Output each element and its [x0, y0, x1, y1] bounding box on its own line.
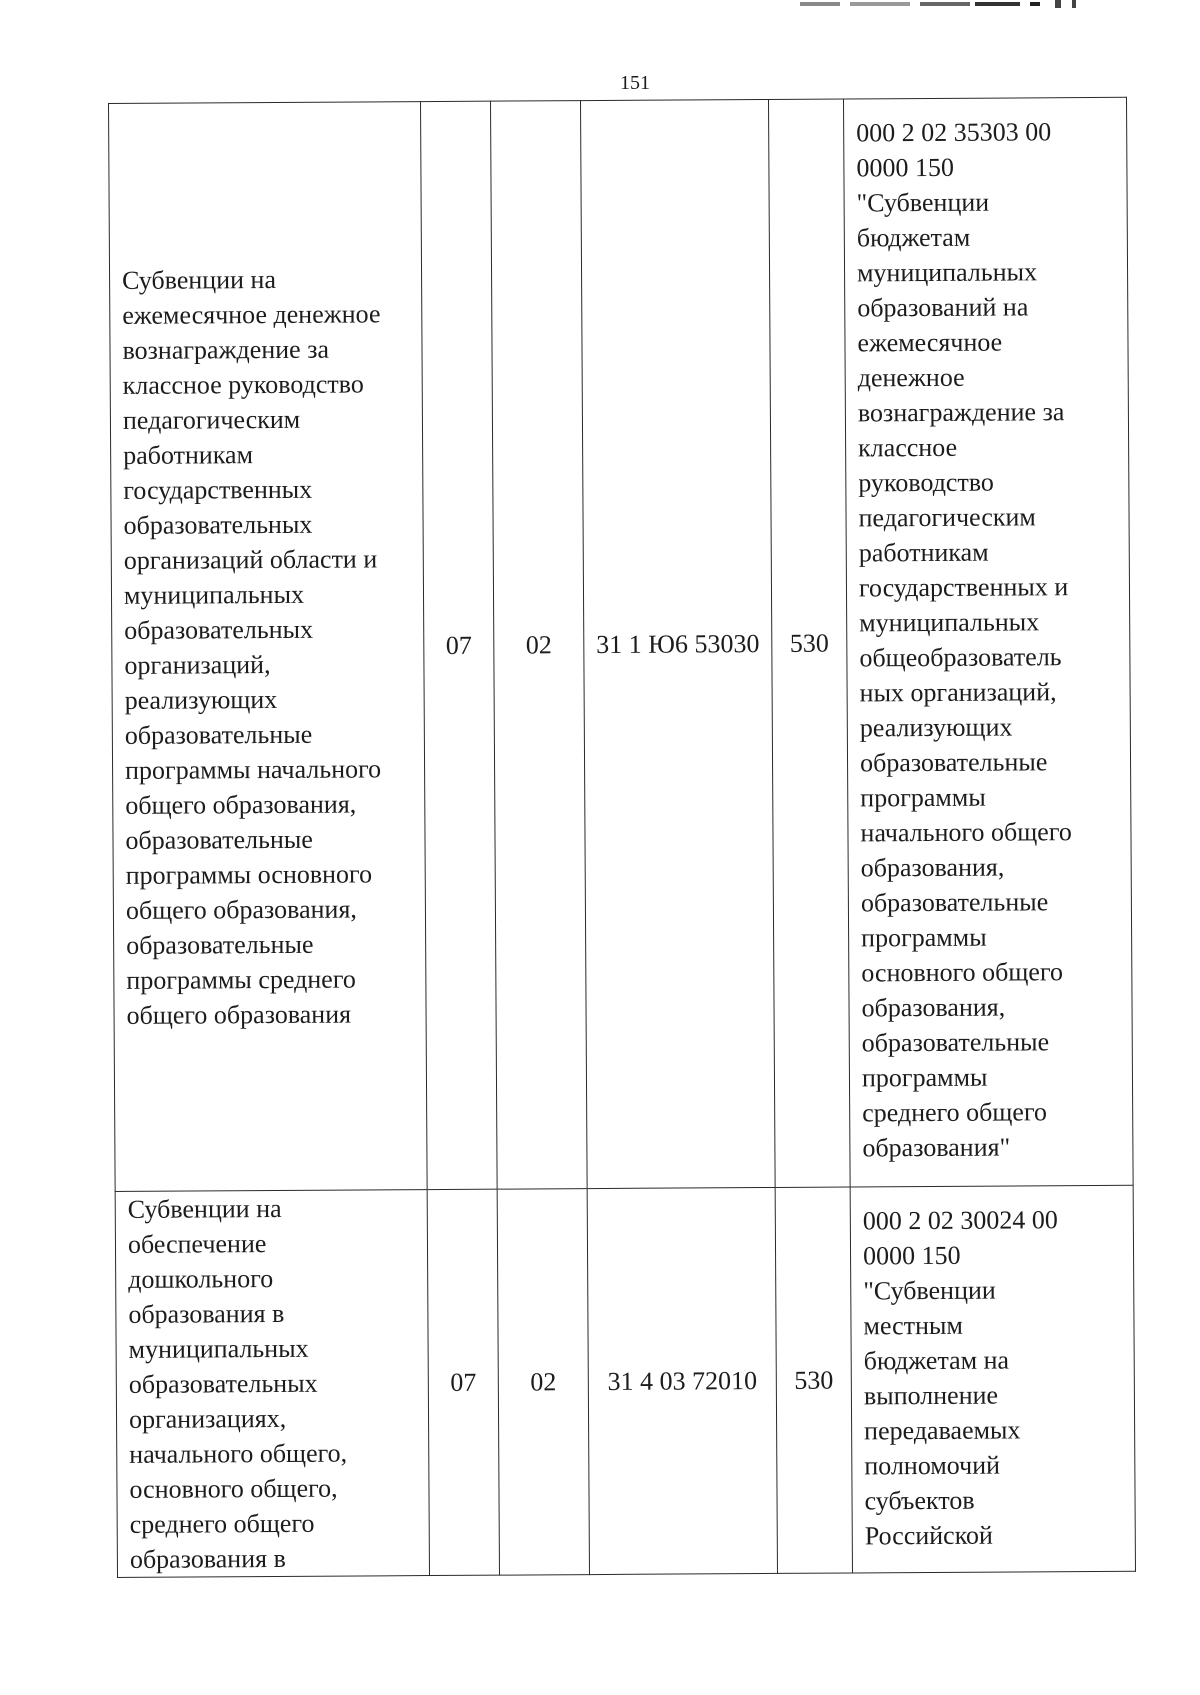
budget-table: [108, 97, 1136, 1578]
income-code-text: [856, 114, 1124, 1166]
target-article-cell: 31 4 03 72010: [587, 1187, 777, 1574]
text-line: реализующих: [859, 712, 1013, 743]
text-line: образовательные: [124, 719, 313, 750]
text-line: реализующих: [124, 684, 278, 715]
text-line: муниципальных: [859, 607, 1040, 638]
text-line: дошкольного: [128, 1264, 274, 1294]
text-line: организациях,: [128, 1403, 287, 1434]
income-code-cell: [850, 1185, 1135, 1573]
text-line: организаций,: [124, 649, 271, 680]
text-line: ежемесячное денежное: [122, 298, 381, 330]
text-line: программы: [861, 922, 987, 953]
subsection-code-cell: 02: [497, 1189, 589, 1576]
text-line: Российской: [864, 1520, 993, 1551]
text-line: педагогическим: [122, 404, 301, 435]
income-code-text: [863, 1202, 1127, 1554]
text-line: передаваемых: [864, 1415, 1021, 1446]
text-line: образовательных: [128, 1368, 318, 1399]
expense-name-text: [122, 261, 418, 1033]
text-line: Субвенции на: [121, 264, 277, 295]
text-line: работникам: [123, 439, 254, 470]
text-line: среднего общего: [129, 1508, 315, 1539]
text-line: классное руководство: [122, 368, 364, 400]
text-line: государственных: [123, 474, 313, 505]
table-row: [115, 1185, 1135, 1577]
text-line: общего образования,: [125, 893, 357, 925]
expense-type-cell: 530: [775, 1187, 852, 1573]
text-line: работникам: [858, 537, 989, 568]
text-line: образовательные: [861, 1027, 1050, 1058]
expense-name-text: [128, 1190, 421, 1577]
page-number: 151: [620, 72, 650, 94]
expense-name-cell: [115, 1190, 429, 1578]
text-line: образования": [862, 1132, 1011, 1163]
text-line: 0000 150: [862, 1240, 961, 1271]
text-line: программы основного: [125, 858, 373, 890]
text-line: образований на: [857, 292, 1029, 323]
text-line: "Субвенции: [856, 187, 990, 218]
text-line: образования,: [861, 992, 1006, 1023]
text-line: образования,: [860, 852, 1005, 883]
text-line: образовательные: [125, 824, 313, 855]
text-line: программы начального: [124, 753, 382, 785]
text-line: 000 2 02 30024 00: [862, 1205, 1058, 1236]
text-line: образовательных: [124, 614, 314, 645]
text-line: "Субвенции: [863, 1275, 996, 1306]
text-line: бюджетам на: [863, 1345, 1010, 1376]
text-line: полномочий: [864, 1450, 1001, 1481]
subsection-code-cell: 02: [490, 101, 587, 1190]
text-line: денежное: [857, 362, 965, 393]
text-line: руководство: [858, 467, 994, 498]
text-line: программы среднего: [126, 964, 356, 995]
text-line: образовательные: [126, 929, 314, 960]
table-row: [109, 97, 1134, 1191]
text-line: Субвенции на: [127, 1193, 282, 1224]
text-line: общего образования,: [125, 788, 357, 820]
text-line: государственных и: [858, 572, 1069, 603]
text-line: вознаграждение за: [122, 334, 330, 365]
text-line: 000 2 02 35303 00: [856, 117, 1052, 148]
scan-artifact: [800, 0, 1100, 8]
text-line: классное: [858, 432, 958, 463]
text-line: общеобразователь: [859, 642, 1062, 673]
text-line: муниципальных: [128, 1333, 309, 1364]
text-line: образовательные: [859, 747, 1048, 778]
text-line: образовательные: [860, 887, 1049, 918]
text-line: субъектов: [864, 1485, 975, 1516]
text-line: основного общего: [861, 957, 1064, 988]
text-line: муниципальных: [123, 579, 305, 610]
text-line: основного общего,: [129, 1473, 338, 1504]
text-line: начального общего,: [129, 1438, 348, 1469]
text-line: образования в: [128, 1298, 285, 1329]
text-line: местным: [863, 1310, 963, 1341]
text-line: организаций области и: [123, 543, 378, 575]
text-line: педагогическим: [858, 502, 1036, 533]
expense-type-cell: 530: [768, 99, 850, 1187]
target-article-cell: 31 1 Ю6 53030: [580, 99, 775, 1188]
section-code-cell: 07: [427, 1189, 499, 1575]
expense-name-cell: [109, 102, 428, 1192]
text-line: бюджетам: [856, 222, 971, 253]
text-line: программы: [860, 782, 986, 813]
text-line: программы: [861, 1062, 988, 1093]
text-line: начального общего: [860, 817, 1072, 848]
text-line: 0000 150: [856, 152, 954, 183]
text-line: среднего общего: [862, 1097, 1048, 1128]
text-line: ных организаций,: [859, 677, 1057, 708]
text-line: вознаграждение за: [857, 397, 1065, 428]
text-line: обеспечение: [127, 1229, 267, 1259]
text-line: общего образования: [126, 999, 352, 1030]
income-code-cell: [843, 97, 1133, 1187]
text-line: ежемесячное: [857, 327, 1003, 358]
text-line: выполнение: [863, 1380, 999, 1411]
text-line: образования в: [129, 1543, 286, 1574]
section-code-cell: 07: [420, 101, 497, 1189]
text-line: муниципальных: [856, 257, 1038, 288]
text-line: образовательных: [123, 509, 313, 540]
